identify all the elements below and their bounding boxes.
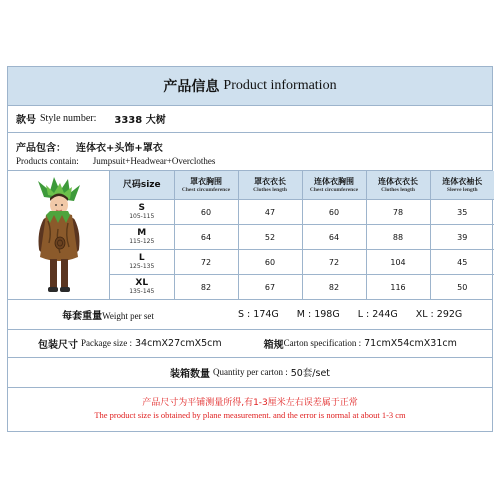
style-label-zh: 款号	[16, 115, 36, 126]
product-contents-row	[8, 133, 492, 171]
column-header: 罩衣衣长 Clothes length	[238, 171, 302, 200]
tree-costume-illustration	[8, 171, 109, 299]
quantity-row	[8, 357, 492, 388]
value-cell: 60	[238, 250, 302, 275]
weight-row	[8, 299, 492, 330]
style-number-row	[8, 105, 492, 133]
style-label-en: Style number:	[40, 113, 97, 124]
value-cell: 47	[238, 200, 302, 225]
style-number-value: 3338 大树	[114, 115, 166, 126]
column-header: 连体衣胸围 Chest circumference	[302, 171, 366, 200]
size-cell: XL 135-145	[110, 275, 174, 299]
size-column-header: 尺码size	[110, 171, 174, 200]
contents-label-en: Products contain:	[16, 156, 79, 166]
table-row	[110, 225, 494, 250]
value-cell: 67	[238, 275, 302, 299]
quantity-label-en: Quantity per carton :	[212, 367, 288, 377]
value-cell: 52	[238, 225, 302, 250]
weight-value: L : 244G	[357, 308, 398, 320]
weight-label-zh: 每套重量	[62, 310, 103, 322]
contents-value-zh: 连体衣+头饰+罩衣	[76, 143, 163, 154]
weight-value: XL : 292G	[415, 308, 463, 320]
value-cell: 64	[302, 225, 366, 250]
size-chart-area	[8, 171, 492, 300]
value-cell: 78	[366, 200, 430, 225]
value-cell: 39	[430, 225, 494, 250]
column-header: 连体衣衣长 Clothes length	[366, 171, 430, 200]
value-cell: 50	[430, 275, 494, 299]
value-cell: 72	[302, 250, 366, 275]
value-cell: 104	[366, 250, 430, 275]
measurement-note	[8, 387, 492, 433]
value-cell: 64	[174, 225, 238, 250]
carton-label-zh: 箱规	[263, 339, 284, 351]
column-header: 连体衣袖长 Sleeve length	[430, 171, 494, 200]
note-en: The product size is obtained by plane measurement. and the error is normal at about 1-3 cm	[94, 410, 406, 420]
value-cell: 116	[366, 275, 430, 299]
table-row	[110, 250, 494, 275]
product-info-header	[8, 67, 492, 106]
value-cell: 45	[430, 250, 494, 275]
package-label-en: Package size :	[81, 338, 132, 348]
header-title-en: Product information	[223, 78, 337, 93]
column-header: 罩衣胸围 Chest circumference	[174, 171, 238, 200]
quantity-value: 50套/set	[290, 368, 331, 379]
contents-label-zh: 产品包含：	[16, 143, 66, 154]
product-info-sheet	[7, 66, 493, 432]
package-row	[8, 329, 492, 358]
weight-label-en: Weight per set	[102, 310, 154, 321]
size-cell: L 125-135	[110, 250, 174, 275]
contents-value-en: Jumpsuit+Headwear+Overclothes	[92, 156, 216, 166]
value-cell: 60	[174, 200, 238, 225]
quantity-label-zh: 装箱数量	[169, 368, 210, 380]
table-row	[110, 200, 494, 225]
carton-spec-value: 71cmX54cmX31cm	[364, 337, 457, 349]
value-cell: 72	[174, 250, 238, 275]
value-cell: 35	[430, 200, 494, 225]
note-zh: 产品尺寸为平铺测量所得,有1-3厘米左右误差属于正常	[142, 398, 358, 408]
weight-value: M : 198G	[296, 308, 340, 320]
size-chart-table	[110, 171, 494, 299]
value-cell: 88	[366, 225, 430, 250]
carton-label-en: Carton specification :	[283, 338, 362, 348]
value-cell: 82	[174, 275, 238, 299]
package-size-value: 34cmX27cmX5cm	[134, 337, 222, 349]
table-row	[110, 275, 494, 299]
product-photo	[8, 171, 110, 299]
header-title-zh: 产品信息	[163, 79, 220, 95]
value-cell: 82	[302, 275, 366, 299]
size-cell: M 115-125	[110, 225, 174, 250]
value-cell: 60	[302, 200, 366, 225]
weight-value: S : 174G	[238, 308, 279, 320]
package-label-zh: 包装尺寸	[38, 339, 78, 351]
size-cell: S 105-115	[110, 200, 174, 225]
